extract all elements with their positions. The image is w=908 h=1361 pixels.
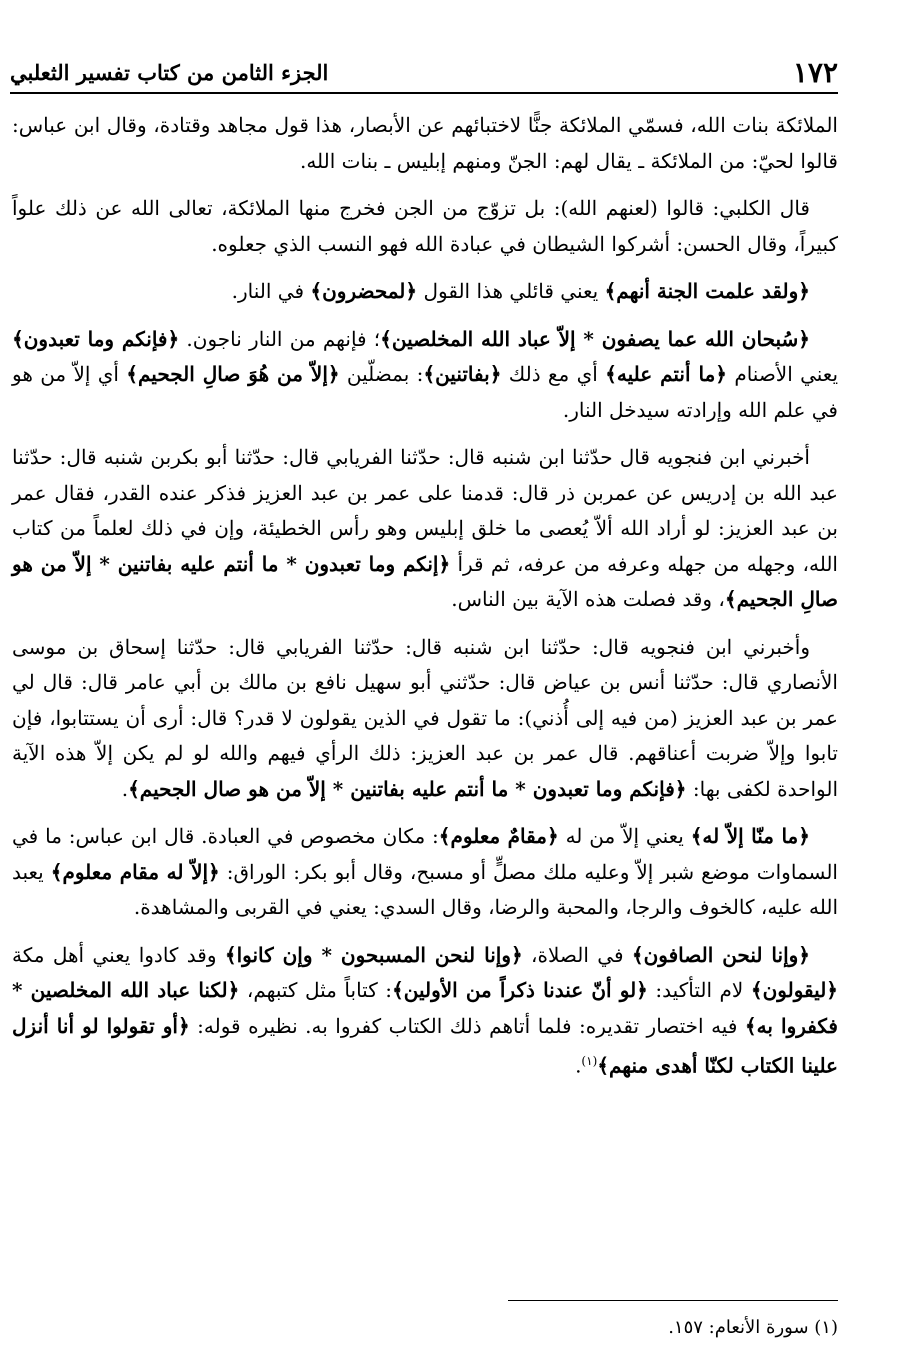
footnote-ref: (١) <box>581 1054 598 1068</box>
paragraph <box>12 819 838 926</box>
quran-quote: ﴿أو تقولوا لو أنا أنزل علينا الكتاب لكنّا أهدى منهم﴾ <box>12 1013 838 1078</box>
text-run: قال الكلبي: قالوا (لعنهم الله): بل تزوّج من الجن فخرج منها الملائكة، تعالى الله عن ذلك علواً كبيراً، وقال الحسن: أشركوا الشيطان في عبادة الله فهو النسب الذي جعلوه. <box>12 196 838 256</box>
text-run: أي مع ذلك <box>501 362 606 386</box>
text-run: ، وقد فصلت هذه الآية بين الناس. <box>451 587 725 611</box>
paragraph <box>12 938 838 1085</box>
text-run: يعني قائلي هذا القول <box>417 279 605 303</box>
quran-quote: ﴿إلاّ من هُوَ صالِ الجحيم﴾ <box>126 362 340 386</box>
text-run: ؛ فإنهم من النار ناجون. <box>179 326 381 351</box>
text-run: فيه اختصار تقديره: فلما أتاهم ذلك الكتاب كفروا به. نظيره قوله: <box>189 1013 745 1038</box>
paragraph <box>12 108 838 179</box>
quran-quote: ﴿ما منّا إلاّ له﴾ <box>690 824 810 848</box>
text-run: وأخبرني ابن فنجويه قال: حدّثنا ابن شنبه قال: حدّثنا الفريابي قال: حدّثنا إسحاق بن موسى الأنصاري قال: حدّثنا أنس بن عياض قال: حدّثني أبو سهيل نافع بن مالك بن أبي عامر قال: قال لي عمر بن عبد العزيز (من فيه إلى أُذني): ما تقول في الذين يقولون لا قدر؟ قال: أرى أن يستتابوا، فإن تابوا وإلاّ ضربت أعناقهم. قال عمر بن عبد العزيز: ذلك الرأي فيهم والله لو لم يكن إلاّ هذه الآية الواحدة لكفى بها: <box>12 634 838 801</box>
quran-quote: ﴿فإنكم وما تعبدون * ما أنتم عليه بفاتنين * إلاّ من هو صال الجحيم﴾ <box>128 776 687 801</box>
text-run: أي إلاّ من هو في علم الله وإرادته سيدخل النار. <box>12 362 838 422</box>
quran-quote: ﴿فإنكم وما تعبدون﴾ <box>12 326 180 351</box>
text-run: الملائكة بنات الله، فسمّي الملائكة جنًّا لاختبائهم عن الأبصار، هذا قول مجاهد وقتادة، وقال ابن عباس: قالوا لحيّ: من الملائكة ـ يقال لهم: الجنّ ومنهم إبليس ـ بنات الله. <box>12 113 838 173</box>
quran-quote: ﴿إنكم وما تعبدون * ما أنتم عليه بفاتنين * إلاّ من هو صالِ الجحيم﴾ <box>12 551 838 611</box>
text-run: لام التأكيد: <box>647 978 751 1002</box>
text-run: . <box>575 1053 582 1078</box>
quran-quote: ﴿إلاّ له مقام معلوم﴾ <box>50 859 220 884</box>
footnote: (١) سورة الأنعام: ١٥٧. <box>668 1317 838 1338</box>
body-text <box>12 108 838 1096</box>
running-title: الجزء الثامن من كتاب تفسير الثعلبي <box>10 60 329 85</box>
page-number: ١٧٢ <box>792 56 838 89</box>
quran-quote: ﴿لكنا عباد الله المخلصين * فكفروا به﴾ <box>12 978 838 1038</box>
text-run: : بمضلّين <box>339 362 424 386</box>
text-run: : كتاباً مثل كتبهم، <box>239 978 392 1002</box>
text-run: يعني الأصنام <box>727 362 839 386</box>
paragraph <box>12 191 838 262</box>
quran-quote: ﴿لو أنّ عندنا ذكراً من الأولين﴾ <box>392 978 648 1002</box>
paragraph <box>12 322 838 429</box>
footnote-divider <box>508 1300 838 1301</box>
quran-quote: ﴿وإنا لنحن المسبحون * وإن كانوا﴾ <box>224 942 523 967</box>
text-run: : مكان مخصوص في العبادة. قال ابن عباس: ما في السماوات موضع شبر إلاّ وعليه ملك مصلٍّ أو مسبح، وقال أبو بكر: الوراق: <box>12 824 838 884</box>
paragraph <box>12 274 838 310</box>
quran-quote: ﴿وإنا لنحن الصافون﴾ <box>631 942 811 967</box>
quran-quote: ﴿مقامٌ معلوم﴾ <box>438 824 559 848</box>
text-run: يعني إلاّ من له <box>558 824 691 848</box>
quran-quote: ﴿سُبحان الله عما يصفون * إلاّ عباد الله المخلصين﴾ <box>380 326 811 351</box>
text-run: . <box>121 776 129 801</box>
quran-quote: ﴿بفاتنين﴾ <box>423 362 502 386</box>
text-run: وقد كادوا يعني أهل مكة <box>12 942 225 967</box>
quran-quote: ﴿ليقولون﴾ <box>750 978 839 1002</box>
page-header <box>10 56 838 94</box>
text-run: في النار. <box>231 279 311 303</box>
text-run: أخبرني ابن فنجويه قال حدّثنا ابن شنبه قال: حدّثنا الفريابي قال: حدّثنا أبو بكربن شنبه قال: حدّثنا عبد الله بن إدريس عن عمربن ذر قال: قدمنا على عمر بن عبد العزيز فذكر عنده القدر، فقال عمر بن عبد العزيز: لو أراد الله ألاّ يُعصى ما خلق إبليس وهو رأس الخطيئة، وإن في ذلك لعلماً من كتاب الله، وجهله من جهله وعرفه من عرفه، ثم قرأ <box>12 445 838 576</box>
quran-quote: ﴿ما أنتم عليه﴾ <box>605 362 727 386</box>
quran-quote: ﴿ولقد علمت الجنة أنهم﴾ <box>604 279 810 303</box>
text-run: في الصلاة، <box>522 942 632 967</box>
quran-quote: ﴿لمحضرون﴾ <box>310 279 418 303</box>
paragraph <box>12 440 838 618</box>
text-run: يعبد الله عليه، كالخوف والرجا، والمحبة والرضا، وقال السدي: يعني في القربى والمشاهدة. <box>12 859 838 919</box>
paragraph <box>12 630 838 808</box>
